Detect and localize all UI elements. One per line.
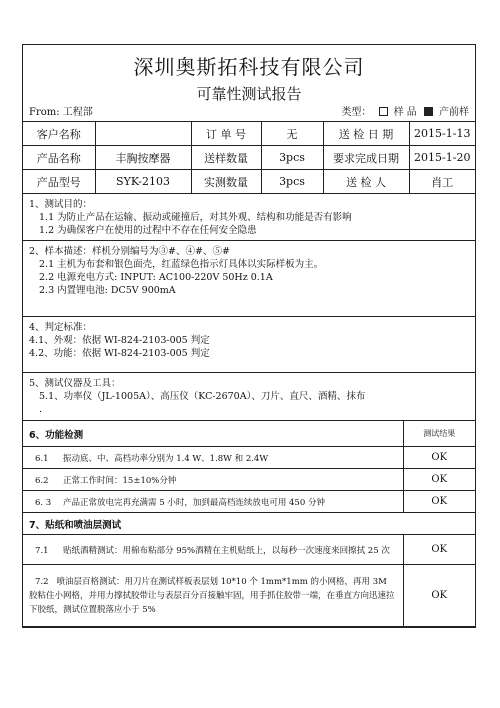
item-text: 贴纸酒精测试：用棉布粘部分 95%酒精在主机贴纸上，以每秒一次速度来回擦拭 25 次	[63, 545, 390, 556]
info-cell: 送 检 人	[323, 170, 409, 194]
info-cell	[95, 122, 191, 146]
test-item	[23, 535, 403, 565]
info-cell: 3pcs	[261, 170, 323, 194]
item-number: 6.1	[35, 453, 49, 464]
section-title-sticker: 7、贴纸和喷油层测试	[23, 513, 475, 535]
info-cell: 肖工	[409, 170, 475, 194]
table-row	[23, 513, 475, 535]
result-value: OK	[403, 469, 475, 491]
info-table	[23, 121, 475, 194]
type-selector	[337, 105, 469, 121]
section-line: 4.2、功能：依据 WI-824-2103-005 判定	[29, 348, 210, 359]
section-criteria	[23, 316, 475, 372]
table-row	[23, 491, 475, 513]
table-row	[23, 421, 475, 447]
item-text: 振动底、中、高档功率分别为 1.4 W、1.8W 和 2.4W	[63, 453, 269, 464]
test-item	[23, 565, 403, 627]
table-row	[23, 469, 475, 491]
item-text: 产品正常放电完再充满需 5 小时，加到最高档连续放电可用 450 分钟	[63, 497, 325, 508]
table-row	[23, 447, 475, 469]
info-cell: 3pcs	[261, 146, 323, 170]
section-line: 4.1、外观：依据 WI-824-2103-005 判定	[29, 335, 210, 346]
table-row	[23, 170, 475, 194]
info-cell: 2015-1-13	[409, 122, 475, 146]
meta-row	[23, 105, 475, 121]
table-row	[23, 565, 475, 627]
section-line: 2.1 主机为布套和银色面壳，红蓝绿色指示灯具体以实际样板为主。	[39, 259, 324, 270]
section-instruments	[23, 372, 475, 420]
item-number: 6. 3	[35, 497, 52, 508]
section-line: 1.2 为确保客户在使用的过程中不存在任何安全隐患	[39, 225, 257, 236]
report-title: 可靠性测试报告	[196, 85, 302, 103]
section-sample-description	[23, 240, 475, 316]
test-item	[23, 469, 403, 491]
item-number: 7.1	[35, 545, 49, 556]
test-item	[23, 447, 403, 469]
info-cell: 2015-1-20	[409, 146, 475, 170]
info-cell: SYK-2103	[95, 170, 191, 194]
info-cell: 订 单 号	[191, 122, 261, 146]
info-cell: 丰胸按摩器	[95, 146, 191, 170]
section-title: 1、测试目的：	[29, 199, 93, 210]
info-cell: 要求完成日期	[323, 146, 409, 170]
result-value: OK	[403, 565, 475, 627]
test-item	[23, 491, 403, 513]
section-title: 5、测试仪器及工具：	[29, 378, 121, 389]
section-title: 4、判定标准：	[29, 322, 93, 333]
company-name: 深圳奥斯拓科技有限公司	[133, 55, 365, 79]
section-line: 2.2 电源充电方式: INPUT: AC100-220V 50Hz 0.1A	[39, 272, 273, 283]
section-line: .	[39, 404, 43, 415]
result-value: OK	[403, 535, 475, 565]
section-title: 2、样本描述：样机分别编号为③#、④#、⑤#	[29, 246, 230, 257]
table-row	[23, 146, 475, 170]
section-line: 2.3 内置锂电池: DC5V 900mA	[39, 285, 176, 296]
result-header: 测试结果	[403, 421, 475, 447]
type-option-preproduction: 产前样	[439, 107, 469, 118]
info-cell: 产品型号	[23, 170, 95, 194]
from-dept: From: 工程部	[29, 107, 93, 118]
table-row	[23, 122, 475, 146]
type-label: 类型：	[341, 107, 372, 118]
result-value: OK	[403, 447, 475, 469]
results-table	[23, 420, 475, 627]
info-cell: 送样数量	[191, 146, 261, 170]
checkbox-filled-icon[interactable]	[424, 107, 433, 116]
info-cell: 无	[261, 122, 323, 146]
section-line: 1.1 为防止产品在运输、振动或碰撞后，对其外观、结构和功能是否有影响	[39, 212, 352, 223]
item-text: 正常工作时间：15±10%分钟	[63, 475, 177, 486]
item-number: 7.2	[35, 576, 49, 587]
section-title-function: 6、功能检测	[23, 421, 403, 447]
item-number: 6.2	[35, 475, 49, 486]
section-test-purpose	[23, 194, 475, 240]
info-cell: 客户名称	[23, 122, 95, 146]
info-cell: 实测数量	[191, 170, 261, 194]
report-sheet	[22, 44, 476, 628]
table-row	[23, 535, 475, 565]
info-cell: 产品名称	[23, 146, 95, 170]
item-text: 喷油层百格测试：用刀片在测试样板表层划 10*10 个 1mm*1mm 的小网格，再用 3M 胶粘住小网格，并用力撑拭胶带让与表层百分百接触牢固，用手抓住胶带一端，在垂直方向迅速拉下胶纸，测试位置脱落应小于 5%	[29, 576, 395, 615]
type-option-sample: 样 品	[393, 107, 417, 118]
info-cell: 送 检 日 期	[323, 122, 409, 146]
result-value: OK	[403, 491, 475, 513]
section-line: 5.1、功率仪（JL-1005A）、高压仪（KC-2670A）、刀片、直尺、酒精、抹布	[39, 391, 366, 402]
checkbox-empty-icon[interactable]	[379, 107, 388, 116]
